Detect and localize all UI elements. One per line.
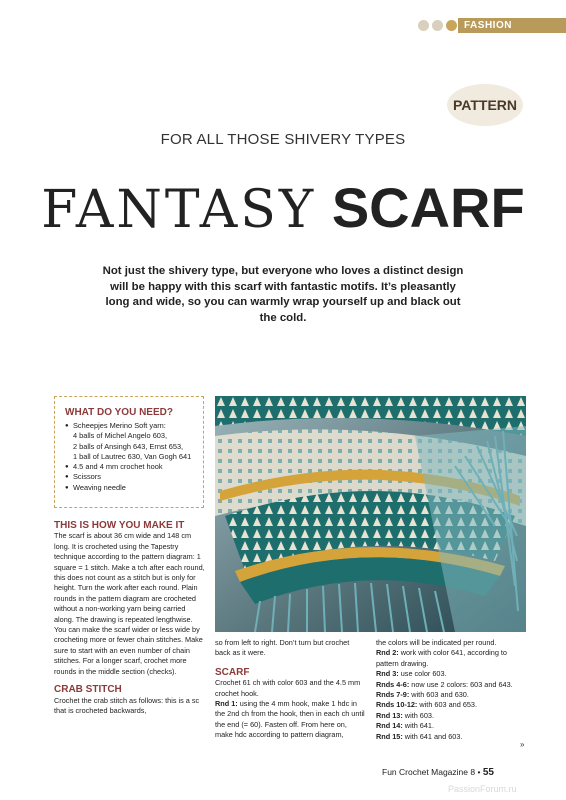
round-text: with 641 and 603.	[404, 731, 463, 741]
round-row	[376, 669, 526, 679]
round-row	[376, 700, 526, 710]
round-label: Rnd 14:	[376, 721, 403, 731]
round-row	[376, 732, 526, 742]
scarf-column	[215, 638, 365, 741]
round-text: use color 603.	[400, 669, 447, 679]
round-text: with 641.	[404, 721, 435, 731]
round-text: with 603.	[404, 710, 435, 720]
decor-dot	[418, 20, 429, 31]
scarf-photo	[215, 396, 526, 632]
scarf-intro: Crochet 61 ch with color 603 and the 4.5 mm crochet hook.	[215, 678, 361, 698]
crab-body: Crochet the crab stitch as follows: this is a sc that is crocheted backwards,	[54, 695, 200, 715]
page-title	[0, 175, 566, 243]
round-row	[376, 690, 526, 700]
rnd-1	[215, 699, 365, 741]
materials-item: ● Scissors	[65, 472, 203, 482]
crab-heading: CRAB STITCH	[54, 684, 122, 696]
materials-box	[54, 396, 204, 508]
how-heading: THIS IS HOW YOU MAKE IT	[54, 520, 185, 531]
round-label: Rnd 3:	[376, 669, 399, 679]
rnd-1-label: Rnd 1:	[215, 699, 238, 709]
title-bold: SCARF	[331, 176, 525, 239]
materials-heading: WHAT DO YOU NEED?	[65, 407, 173, 418]
round-text: now use 2 colors: 603 and 643.	[411, 679, 513, 689]
materials-item: 4 balls of Michel Angelo 603,	[73, 431, 168, 441]
decor-dot	[446, 20, 457, 31]
round-label: Rnd 15:	[376, 731, 403, 741]
instructions-column	[54, 521, 206, 716]
page-footer	[382, 767, 494, 778]
crab-continued: so from left to right. Don’t turn but crochet back as it were.	[215, 638, 350, 658]
magazine-name: Fun Crochet Magazine 8	[382, 767, 476, 777]
round-label: Rnds 10-12:	[376, 700, 418, 710]
round-label: Rnds 7-9:	[376, 690, 410, 700]
materials-item: ● 4.5 and 4 mm crochet hook	[65, 462, 203, 472]
section-tag: FASHION	[458, 18, 566, 33]
title-light: FANTASY	[41, 180, 317, 240]
how-body: The scarf is about 36 cm wide and 148 cm long. It is crocheted using the Tapestry technique according to the pattern diagram: 1 square = 1 stitch. Make a tch after each round, this does not count as a stitch but is only for height. Turn the work after each round. Plain rounds in the pattern diagram are crocheted without a non-working yarn being carried along. The drawing is repeated lengthwise. You can make the scarf wider or less wide by crocheting more or fewer chain stitches. Make sure to start with an even number of chain stitches. For a longer scarf, crochet more rounds in the middle section (checks).	[54, 531, 205, 676]
round-row	[376, 711, 526, 721]
section-header	[418, 20, 512, 31]
round-label: Rnd 13:	[376, 710, 403, 720]
watermark: PassionForum.ru	[448, 784, 517, 794]
decor-dot	[432, 20, 443, 31]
lead-paragraph: Not just the shivery type, but everyone who loves a distinct design will be happy with this scarf with fantastic motifs. It’s pleasantly long and wide, so you can warmly wrap yourself up and black out the cold.	[102, 265, 464, 324]
materials-item: ● Scheepjes Merino Soft yarn:	[65, 421, 203, 431]
scarf-heading: SCARF	[215, 666, 250, 678]
pattern-badge	[447, 84, 523, 126]
footer-bullet: •	[477, 767, 481, 777]
round-text: with 603 and 630.	[411, 690, 469, 700]
page-number: 55	[482, 767, 494, 778]
materials-item: 2 balls of Ansingh 643, Ernst 653,	[73, 441, 184, 451]
round-text: with 603 and 653.	[419, 700, 478, 710]
round-row	[376, 648, 526, 669]
pattern-badge-label: PATTERN	[452, 97, 518, 113]
round-label: Rnd 2:	[376, 648, 399, 658]
materials-list	[55, 421, 203, 493]
rounds-intro: the colors will be indicated per round.	[376, 638, 497, 647]
round-text: work with color 641, according to pattern drawing.	[376, 648, 507, 668]
scarf-photo-art	[215, 396, 526, 632]
continue-arrow-icon: »	[520, 740, 525, 749]
kicker: FOR ALL THOSE SHIVERY TYPES	[160, 131, 406, 148]
materials-item: ● Weaving needle	[65, 483, 203, 493]
materials-item: 1 ball of Lautrec 630, Van Gogh 641	[73, 451, 192, 461]
rnd-1-text: using the 4 mm hook, make 1 hdc in the 2nd ch from the hook, then in each ch until the end (= 60). Fasten off. From here on, make hdc according to pattern diagram,	[215, 699, 365, 740]
round-label: Rnds 4-6:	[376, 679, 410, 689]
round-row	[376, 680, 526, 690]
rounds-column	[376, 638, 526, 742]
round-row	[376, 721, 526, 731]
